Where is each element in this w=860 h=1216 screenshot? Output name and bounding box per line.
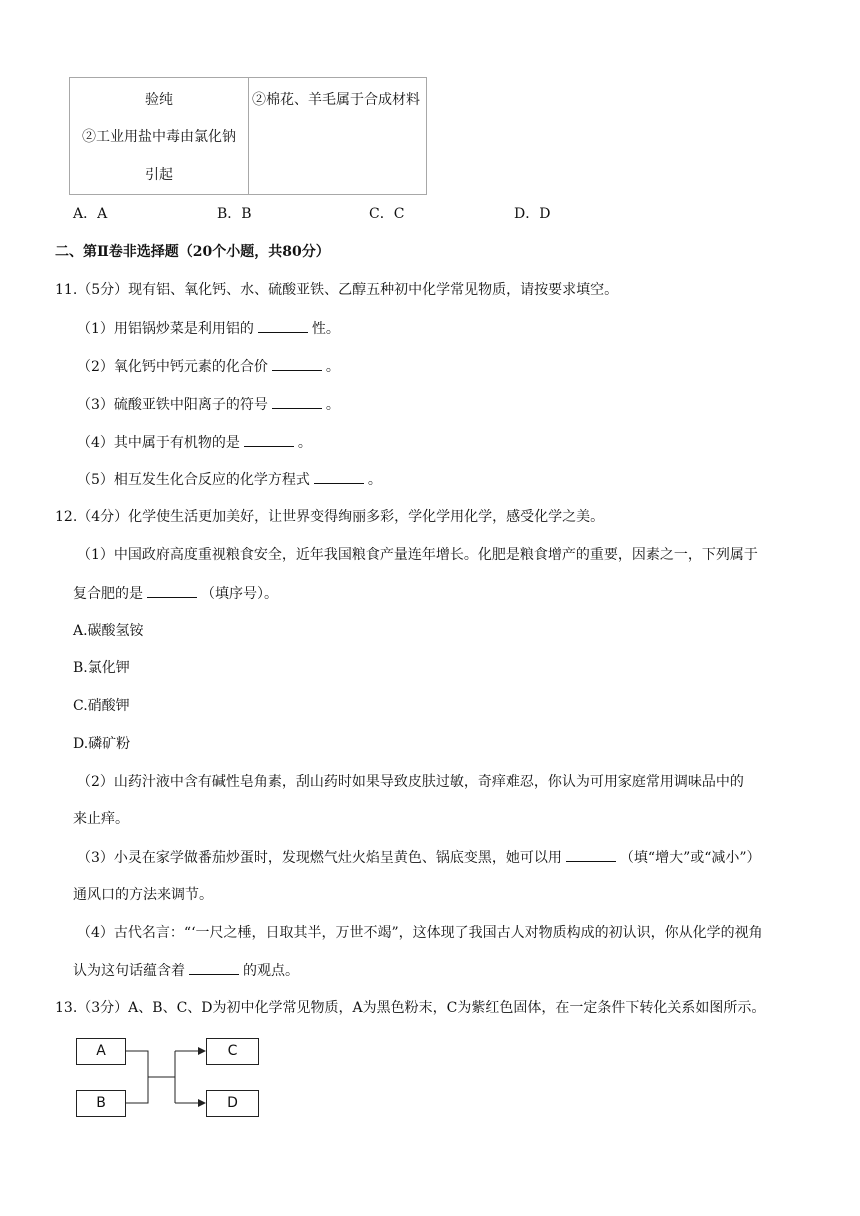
q12-option-d: D.磷矿粉	[73, 736, 131, 752]
table-left-cell-line-3: 引起	[145, 167, 173, 183]
q12-part1-line2-suffix: （填序号）。	[201, 586, 278, 602]
q12-part2-line2: 来止痒。	[73, 811, 129, 827]
q12-part4-line2-text: 认为这句话蕴含着	[73, 963, 185, 979]
diagram-box-b: B	[76, 1090, 126, 1117]
q12-option-a: A.碳酸氢铵	[73, 623, 144, 639]
table-left-cell-line-1: 验纯	[145, 92, 173, 108]
q12-part1-line1: （1）中国政府高度重视粮食安全，近年我国粮食产量连年增长。化肥是粮食增产的重要，因素之一，下列属于	[77, 547, 758, 563]
connector-ab	[126, 1051, 148, 1103]
q11-item-1-suffix: 性。	[311, 321, 340, 337]
q12-part4-line2-suffix: 的观点。	[243, 963, 299, 979]
q11-stem: 11.（5分）现有铝、氧化钙、水、硫酸亚铁、乙醇五种初中化学常见物质，请按要求填空。	[55, 282, 619, 298]
q12-part3-line1-suffix: （填“增大”或“减小”）	[619, 850, 761, 866]
q11-item-2-suffix: 。	[325, 359, 340, 375]
q11-item-4-suffix: 。	[297, 435, 312, 451]
q10-option-c: C．C	[369, 206, 405, 222]
q12-option-c: C.硝酸钾	[73, 698, 130, 714]
q10-option-a: A．A	[73, 206, 108, 222]
diagram-box-d: D	[206, 1090, 259, 1117]
q11-item-5-text: （5）相互发生化合反应的化学方程式	[77, 472, 310, 488]
q11-item-5-suffix: 。	[367, 472, 382, 488]
q12-part1-line2-text: 复合肥的是	[73, 586, 143, 602]
q12-part3-line2: 通风口的方法来调节。	[73, 887, 213, 903]
q11-item-1-text: （1）用铝锅炒菜是利用铝的	[77, 321, 254, 337]
q12-stem: 12.（4分）化学使生活更加美好，让世界变得绚丽多彩，学化学用化学，感受化学之美。	[55, 509, 605, 525]
diagram-box-a: A	[76, 1038, 126, 1065]
q12-part2-line1: （2）山药汁液中含有碱性皂角素，刮山药时如果导致皮肤过敏，奇痒难忍，你认为可用家庭常用调味品中的	[77, 774, 744, 790]
q12-part3-line1-text: （3）小灵在家学做番茄炒蛋时，发现燃气灶火焰呈黄色、锅底变黑，她可以用	[77, 850, 562, 866]
q10-option-b: B．B	[217, 206, 252, 222]
q11-item-3-text: （3）硫酸亚铁中阳离子的符号	[77, 397, 268, 413]
q13-stem: 13.（3分）A、B、C、D为初中化学常见物质，A为黑色粉末，C为紫红色固体，在一定条件下转化关系如图所示。	[55, 1000, 766, 1016]
q11-item-2-text: （2）氧化钙中钙元素的化合价	[77, 359, 268, 375]
q10-option-d: D．D	[514, 206, 551, 222]
table-right-cell: ②棉花、羊毛属于合成材料	[252, 92, 420, 108]
q12-part4-line1: （4）古代名言：“‘一尺之棰，日取其半，万世不竭”，这体现了我国古人对物质构成的初认识，你从化学的视角	[77, 925, 763, 941]
table-left-cell-line-2: ②工业用盐中毒由氯化钠	[82, 129, 236, 145]
section-heading: 二、第Ⅱ卷非选择题（20个小题，共80分）	[55, 244, 330, 260]
q11-item-3-suffix: 。	[325, 397, 340, 413]
q12-option-b: B.氯化钾	[73, 660, 130, 676]
q11-item-4-text: （4）其中属于有机物的是	[77, 435, 240, 451]
diagram-box-c: C	[206, 1038, 259, 1065]
